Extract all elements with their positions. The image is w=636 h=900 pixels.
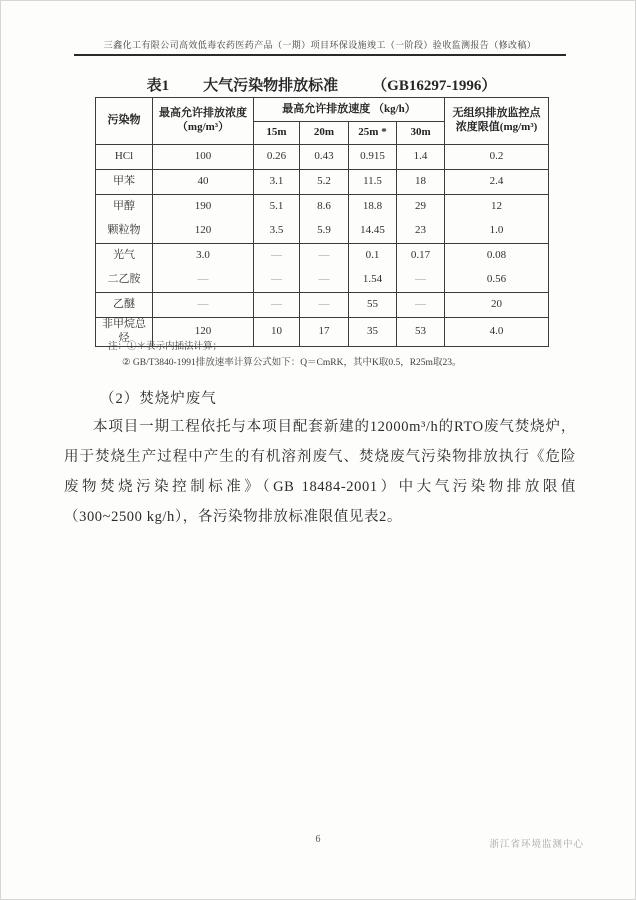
cell-r20: — <box>300 293 349 318</box>
cell-r20: 0.43 <box>300 145 349 170</box>
cell-fugitive: 0.2 <box>445 145 549 170</box>
cell-r25: 1.54 <box>349 268 397 293</box>
table-row-methanol <box>96 195 549 220</box>
cell-r20: — <box>300 244 349 269</box>
running-head: 三鑫化工有限公司高效低毒农药医药产品（一期）项目环保设施竣工（一阶段）验收监测报告（修改稿） <box>74 38 566 56</box>
cell-conc: 190 <box>153 195 254 220</box>
cell-fugitive: 20 <box>445 293 549 318</box>
cell-pollutant: HCl <box>96 145 153 170</box>
table-row-diethylamine <box>96 268 549 293</box>
cell-conc: — <box>153 268 254 293</box>
table-note-2: ② GB/T3840-1991排放速率计算公式如下：Q＝CmRK，其中K取0.5，R25m取23。 <box>122 358 462 368</box>
cell-r20: 5.9 <box>300 219 349 244</box>
table-caption-standard: （GB16297-1996） <box>372 78 497 94</box>
cell-fugitive: 1.0 <box>445 219 549 244</box>
cell-pollutant: 乙醚 <box>96 293 153 318</box>
cell-pollutant: 颗粒物 <box>96 219 153 244</box>
cell-r20: 8.6 <box>300 195 349 220</box>
emission-standards-table <box>95 97 549 347</box>
cell-conc: 120 <box>153 318 254 347</box>
cell-pollutant: 甲醇 <box>96 195 153 220</box>
watermark-text: 浙江省环境监测中心 <box>489 840 584 850</box>
cell-r15: — <box>254 293 300 318</box>
cell-r30: 23 <box>397 219 445 244</box>
cell-conc: 100 <box>153 145 254 170</box>
cell-r15: — <box>254 268 300 293</box>
cell-r30: 18 <box>397 170 445 195</box>
cell-fugitive: 4.0 <box>445 318 549 347</box>
cell-r15: 5.1 <box>254 195 300 220</box>
col-header-25m: 25m * <box>349 122 397 145</box>
table-caption-title: 大气污染物排放标准 <box>203 78 339 94</box>
page-number: 6 <box>315 834 321 845</box>
cell-r20: 5.2 <box>300 170 349 195</box>
cell-r15: 0.26 <box>254 145 300 170</box>
cell-r25: 0.1 <box>349 244 397 269</box>
cell-pollutant: 光气 <box>96 244 153 269</box>
cell-fugitive: 0.56 <box>445 268 549 293</box>
cell-r25: 14.45 <box>349 219 397 244</box>
cell-r20: 17 <box>300 318 349 347</box>
cell-r30: 53 <box>397 318 445 347</box>
cell-r25: 55 <box>349 293 397 318</box>
cell-r30: — <box>397 268 445 293</box>
cell-r30: 29 <box>397 195 445 220</box>
cell-conc: 3.0 <box>153 244 254 269</box>
cell-r30: 0.17 <box>397 244 445 269</box>
col-header-rate-group: 最高允许排放速度 （kg/h） <box>254 98 445 122</box>
section-heading: （2）焚烧炉废气 <box>100 391 217 407</box>
col-header-max-concentration: 最高允许排放浓度 （mg/m³） <box>153 98 254 145</box>
body-paragraph: 本项目一期工程依托与本项目配套新建的12000m³/h的RTO废气焚烧炉，用于焚烧生产过程中产生的有机溶剂废气、焚烧废气污染物排放执行《危险废物焚烧污染控制标准》（GB 18484-2001）中大气污染物排放限值（300~2500 kg/h），各污染物排放标准限值见表2。 <box>64 419 576 525</box>
cell-pollutant: 非甲烷总烃 <box>96 318 153 347</box>
cell-fugitive: 0.08 <box>445 244 549 269</box>
col-header-pollutant: 污染物 <box>96 98 153 145</box>
col-header-15m: 15m <box>254 122 300 145</box>
cell-pollutant: 二乙胺 <box>96 268 153 293</box>
cell-r15: 10 <box>254 318 300 347</box>
table-row-phosgene <box>96 244 549 269</box>
cell-conc: — <box>153 293 254 318</box>
cell-r15: 3.1 <box>254 170 300 195</box>
table-caption-label: 表1 <box>146 78 170 94</box>
table-row-particulates <box>96 219 549 244</box>
cell-r30: — <box>397 293 445 318</box>
cell-r25: 11.5 <box>349 170 397 195</box>
cell-fugitive: 2.4 <box>445 170 549 195</box>
cell-r20: — <box>300 268 349 293</box>
col-header-fugitive: 无组织排放监控点 浓度限值(mg/m³) <box>445 98 549 145</box>
cell-r15: — <box>254 244 300 269</box>
cell-conc: 40 <box>153 170 254 195</box>
col-header-20m: 20m <box>300 122 349 145</box>
table-row-ether <box>96 293 549 318</box>
table-note-1: 注：①＊表示内插法计算； <box>108 342 223 352</box>
col-header-30m: 30m <box>397 122 445 145</box>
cell-r25: 18.8 <box>349 195 397 220</box>
cell-fugitive: 12 <box>445 195 549 220</box>
cell-r15: 3.5 <box>254 219 300 244</box>
cell-r25: 0.915 <box>349 145 397 170</box>
cell-pollutant: 甲苯 <box>96 170 153 195</box>
cell-r30: 1.4 <box>397 145 445 170</box>
table-caption <box>95 74 548 95</box>
cell-r25: 35 <box>349 318 397 347</box>
table-notes <box>108 339 558 371</box>
table-row-toluene <box>96 170 549 195</box>
cell-conc: 120 <box>153 219 254 244</box>
table-row-hcl <box>96 145 549 170</box>
